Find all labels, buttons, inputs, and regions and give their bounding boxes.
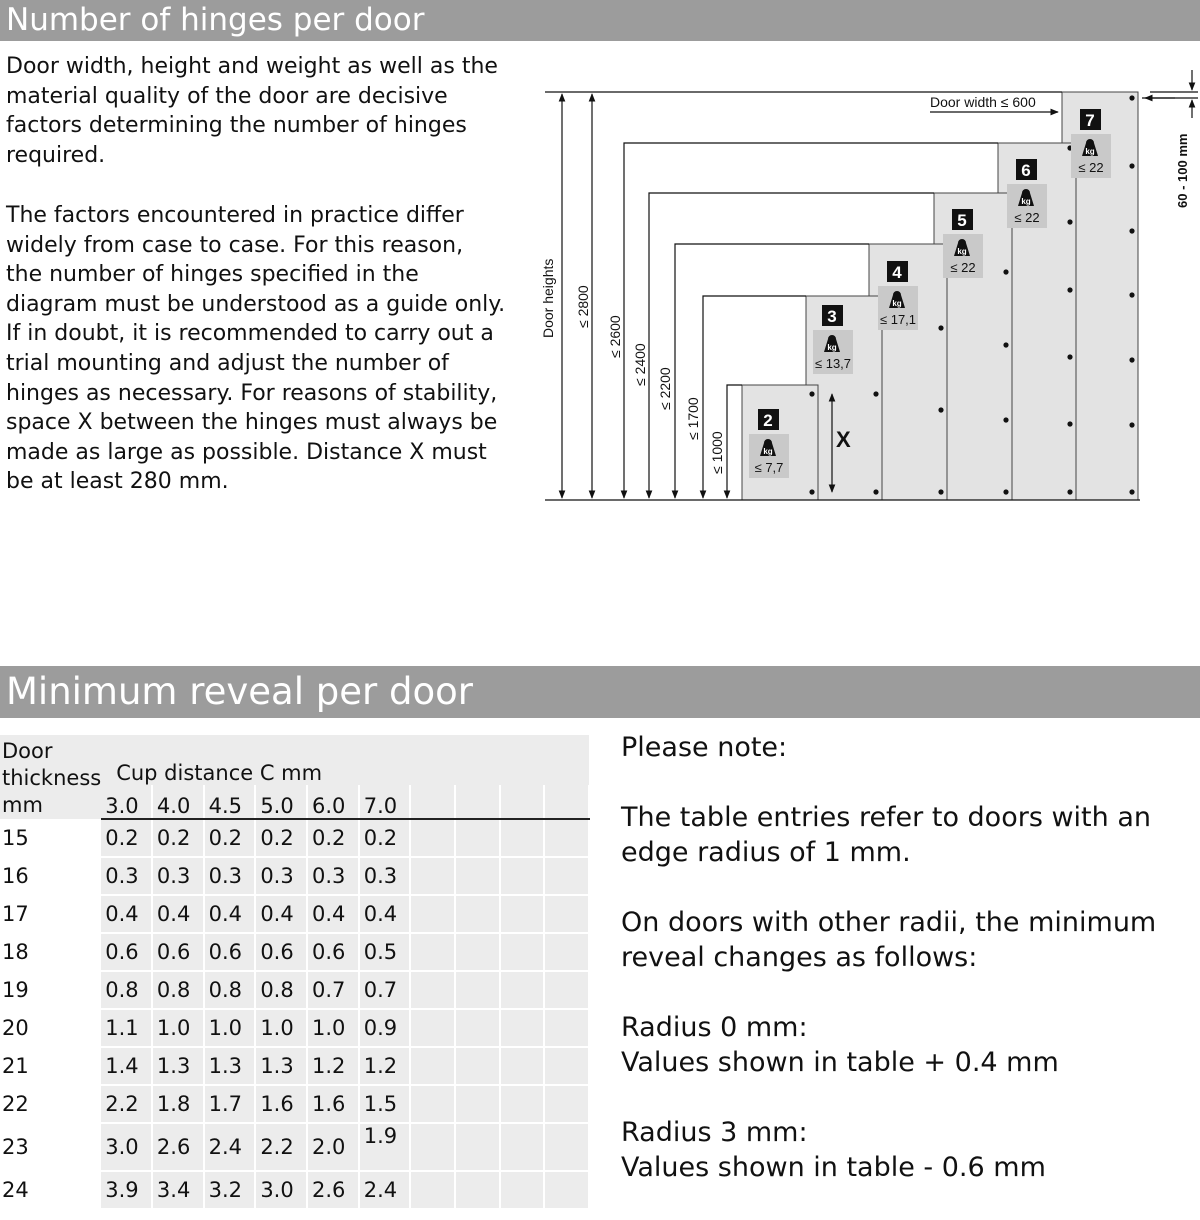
reveal-value-cell: 0.8 <box>255 971 307 1009</box>
hinge-dot <box>1129 357 1134 362</box>
reveal-value-cell: 0.3 <box>359 857 411 895</box>
door-thickness-cell: 21 <box>0 1047 101 1085</box>
table-row <box>0 1123 589 1171</box>
empty-cell <box>410 933 455 971</box>
cup-distance-header: Cup distance C mm <box>116 761 323 785</box>
reveal-value-cell: 1.0 <box>307 1009 359 1047</box>
empty-cell <box>500 1123 545 1171</box>
reveal-value-cell: 2.4 <box>359 1171 411 1209</box>
empty-cell <box>455 1047 500 1085</box>
hinge-dot <box>1067 489 1072 494</box>
hinge-dot <box>1003 417 1008 422</box>
reveal-value-cell: 0.8 <box>204 971 256 1009</box>
hinge-dot <box>1129 95 1134 100</box>
empty-cell <box>455 857 500 895</box>
hinge-count-label: 5 <box>957 211 967 230</box>
height-label: ≤ 2400 <box>632 343 648 386</box>
door-thickness-header <box>0 735 101 819</box>
empty-cell <box>544 1009 589 1047</box>
empty-cell <box>544 971 589 1009</box>
empty-header-cell <box>410 785 455 819</box>
reveal-value-cell: 1.2 <box>307 1047 359 1085</box>
reveal-value-cell: 0.3 <box>255 857 307 895</box>
reveal-value-cell: 0.8 <box>152 971 204 1009</box>
cup-value-4: 6.0 <box>307 785 359 819</box>
notes-radius-3 <box>621 1115 1196 1185</box>
hinge-dot <box>1067 421 1072 426</box>
hinge-dot <box>1129 163 1134 168</box>
hinge-dot <box>1003 342 1008 347</box>
x-label: X <box>836 427 851 452</box>
weight-label: ≤ 7,7 <box>754 460 784 475</box>
hinge-dot <box>938 325 943 330</box>
reveal-value-cell: 0.6 <box>255 933 307 971</box>
reveal-value-cell: 2.0 <box>307 1123 359 1171</box>
hinge-dot <box>873 489 878 494</box>
empty-cell <box>544 933 589 971</box>
empty-header-cell <box>544 785 589 819</box>
weight-icon-label: kg <box>1021 197 1031 206</box>
hinge-count-label: 3 <box>827 307 837 326</box>
empty-cell <box>500 819 545 857</box>
door-thickness-cell: 23 <box>0 1123 101 1171</box>
door-thickness-cell: 18 <box>0 933 101 971</box>
empty-cell <box>500 857 545 895</box>
empty-cell <box>455 1009 500 1047</box>
reveal-value-cell: 0.4 <box>204 895 256 933</box>
cup-value-3: 5.0 <box>255 785 307 819</box>
empty-cell <box>410 971 455 1009</box>
door-width-label: Door width ≤ 600 <box>930 94 1036 110</box>
height-label: ≤ 2600 <box>607 315 623 358</box>
hinge-dot <box>873 391 878 396</box>
table-row <box>0 1171 589 1209</box>
weight-label: ≤ 13,7 <box>814 356 852 371</box>
reveal-value-cell: 3.9 <box>101 1171 152 1209</box>
reveal-value-cell: 0.2 <box>359 819 411 857</box>
empty-cell <box>500 895 545 933</box>
table-row <box>0 933 589 971</box>
reveal-value-cell: 1.5 <box>359 1085 411 1123</box>
hinge-dot <box>938 489 943 494</box>
reveal-value-cell: 1.1 <box>101 1009 152 1047</box>
reveal-value-cell: 0.3 <box>101 857 152 895</box>
weight-icon-label: kg <box>1085 147 1095 156</box>
cup-value-1: 4.0 <box>152 785 204 819</box>
hinge-dot <box>809 489 814 494</box>
hinge-count-label: 6 <box>1021 161 1031 180</box>
empty-cell <box>500 1085 545 1123</box>
hinge-dot <box>1129 422 1134 427</box>
empty-cell <box>500 1047 545 1085</box>
empty-cell <box>410 1047 455 1085</box>
door-thickness-cell: 20 <box>0 1009 101 1047</box>
weight-label: ≤ 17,1 <box>879 312 917 327</box>
cup-value-2: 4.5 <box>204 785 256 819</box>
empty-cell <box>410 1009 455 1047</box>
empty-cell <box>410 1085 455 1123</box>
reveal-value-cell: 2.6 <box>307 1171 359 1209</box>
reveal-value-cell: 0.4 <box>307 895 359 933</box>
reveal-value-cell: 0.2 <box>255 819 307 857</box>
table-row <box>0 1047 589 1085</box>
height-label: ≤ 1700 <box>685 397 701 440</box>
radius-0-title: Radius 0 mm: <box>621 1012 808 1043</box>
door-thickness-cell: 19 <box>0 971 101 1009</box>
door-thickness-cell: 22 <box>0 1085 101 1123</box>
empty-cell <box>500 971 545 1009</box>
reveal-value-cell: 3.2 <box>204 1171 256 1209</box>
empty-cell <box>455 1085 500 1123</box>
empty-cell <box>410 857 455 895</box>
reveal-value-cell: 1.6 <box>255 1085 307 1123</box>
reveal-value-cell: 0.6 <box>204 933 256 971</box>
reveal-value-cell: 0.8 <box>101 971 152 1009</box>
reveal-value-cell: 0.6 <box>152 933 204 971</box>
empty-cell <box>544 857 589 895</box>
empty-cell <box>544 1047 589 1085</box>
hinge-dot <box>1067 287 1072 292</box>
cup-value-5: 7.0 <box>359 785 411 819</box>
reveal-value-cell: 0.4 <box>359 895 411 933</box>
table-row <box>0 857 589 895</box>
radius-0-text: Values shown in table + 0.4 mm <box>621 1047 1059 1078</box>
radius-3-title: Radius 3 mm: <box>621 1117 808 1148</box>
table-row <box>0 1085 589 1123</box>
empty-cell <box>544 1085 589 1123</box>
radius-3-text: Values shown in table - 0.6 mm <box>621 1152 1046 1183</box>
reveal-value-cell: 0.3 <box>152 857 204 895</box>
empty-cell <box>455 895 500 933</box>
reveal-value-cell: 3.0 <box>255 1171 307 1209</box>
empty-cell <box>455 971 500 1009</box>
empty-header-cell <box>455 785 500 819</box>
hinge-dot <box>1067 219 1072 224</box>
hinge-dot <box>1129 292 1134 297</box>
reveal-value-cell: 2.6 <box>152 1123 204 1171</box>
reveal-value-cell: 0.7 <box>307 971 359 1009</box>
empty-cell <box>455 1171 500 1209</box>
empty-cell <box>455 819 500 857</box>
empty-cell <box>455 933 500 971</box>
door-thickness-cell: 24 <box>0 1171 101 1209</box>
reveal-value-cell: 0.2 <box>101 819 152 857</box>
hinge-count-label: 2 <box>763 411 773 430</box>
notes-radius-0 <box>621 1010 1196 1080</box>
reveal-value-cell: 1.9 <box>359 1123 411 1171</box>
weight-label: ≤ 22 <box>1014 210 1040 225</box>
empty-cell <box>410 1123 455 1171</box>
reveal-value-cell: 0.2 <box>204 819 256 857</box>
empty-cell <box>544 895 589 933</box>
reveal-value-cell: 2.2 <box>101 1085 152 1123</box>
door-thickness-line3: mm <box>2 793 43 817</box>
reveal-value-cell: 0.9 <box>359 1009 411 1047</box>
minimum-reveal-table <box>0 735 590 1200</box>
reveal-value-cell: 1.0 <box>255 1009 307 1047</box>
reveal-value-cell: 2.2 <box>255 1123 307 1171</box>
intro-paragraph-2: The factors encountered in practice differ widely from case to case. For this reason, the number of hinges specified in the diagram must be understood as a guide only. If in doubt, it is recommended to carry out a trial mounting and adjust the number of hinges as necessary. For reasons of stability, space X between the hinges must always be made as large as possible. Distance X must be at least 280 mm. <box>6 203 506 495</box>
notes-heading: Please note: <box>621 732 788 763</box>
height-label: ≤ 2200 <box>657 367 673 410</box>
empty-cell <box>500 933 545 971</box>
table-row <box>0 819 589 857</box>
reveal-value-cell: 1.0 <box>204 1009 256 1047</box>
reveal-value-cell: 1.3 <box>204 1047 256 1085</box>
door-thickness-line1: Door <box>2 739 53 763</box>
reveal-value-cell: 0.6 <box>101 933 152 971</box>
reveal-value-cell: 1.4 <box>101 1047 152 1085</box>
reveal-value-cell: 0.3 <box>204 857 256 895</box>
empty-cell <box>544 819 589 857</box>
weight-icon-label: kg <box>763 447 773 456</box>
table-row <box>0 895 589 933</box>
empty-cell <box>410 819 455 857</box>
weight-icon-label: kg <box>957 247 967 256</box>
height-label: ≤ 1000 <box>709 431 725 474</box>
hinge-dot <box>1067 354 1072 359</box>
reveal-value-cell: 0.4 <box>255 895 307 933</box>
reveal-value-cell: 1.2 <box>359 1047 411 1085</box>
hinge-count-label: 4 <box>892 263 902 282</box>
intro-paragraph-1: Door width, height and weight as well as the material quality of the door are decisive factors determining the number of hinges required. <box>6 54 498 168</box>
hinge-dot <box>1003 269 1008 274</box>
hinge-count-label: 7 <box>1085 111 1095 130</box>
height-arrow-1000 <box>727 385 742 498</box>
table-row <box>0 1009 589 1047</box>
hinge-dot <box>1003 489 1008 494</box>
weight-icon-label: kg <box>892 299 902 308</box>
reveal-value-cell: 3.0 <box>101 1123 152 1171</box>
hinge-dot <box>1129 228 1134 233</box>
reveal-value-cell: 0.6 <box>307 933 359 971</box>
reveal-value-cell: 0.3 <box>307 857 359 895</box>
notes-panel <box>621 730 1196 1220</box>
empty-cell <box>500 1009 545 1047</box>
empty-cell <box>455 1123 500 1171</box>
empty-cell <box>500 1171 545 1209</box>
hinge-dot <box>938 407 943 412</box>
hinge-dot <box>1129 489 1134 494</box>
door-heights-label: Door heights <box>540 258 556 338</box>
spacing-label: 60 - 100 mm <box>1175 133 1190 208</box>
weight-icon-label: kg <box>827 343 837 352</box>
empty-header-cell <box>500 785 545 819</box>
reveal-value-cell: 0.5 <box>359 933 411 971</box>
empty-cell <box>410 895 455 933</box>
hinge-diagram <box>530 60 1200 505</box>
reveal-value-cell: 1.7 <box>204 1085 256 1123</box>
reveal-value-cell: 1.8 <box>152 1085 204 1123</box>
empty-cell <box>544 1123 589 1171</box>
cup-value-0: 3.0 <box>101 785 152 819</box>
door-thickness-cell: 16 <box>0 857 101 895</box>
door-thickness-cell: 17 <box>0 895 101 933</box>
section-title-hinges: Number of hinges per door <box>0 0 1200 41</box>
weight-label: ≤ 22 <box>950 260 976 275</box>
reveal-value-cell: 0.2 <box>152 819 204 857</box>
table-row <box>0 971 589 1009</box>
hinge-dot <box>809 391 814 396</box>
reveal-value-cell: 0.4 <box>152 895 204 933</box>
reveal-value-cell: 1.6 <box>307 1085 359 1123</box>
weight-label: ≤ 22 <box>1078 160 1104 175</box>
reveal-value-cell: 1.3 <box>255 1047 307 1085</box>
height-label: ≤ 2800 <box>575 285 591 328</box>
table-header-row <box>0 735 589 785</box>
reveal-value-cell: 1.3 <box>152 1047 204 1085</box>
empty-cell <box>410 1171 455 1209</box>
reveal-value-cell: 3.4 <box>152 1171 204 1209</box>
notes-other-radii: On doors with other radii, the minimum reveal changes as follows: <box>621 907 1157 973</box>
reveal-value-cell: 0.2 <box>307 819 359 857</box>
door-thickness-cell: 15 <box>0 819 101 857</box>
empty-cell <box>544 1171 589 1209</box>
door-thickness-line2: thickness <box>2 766 102 790</box>
reveal-value-cell: 2.4 <box>204 1123 256 1171</box>
reveal-value-cell: 0.4 <box>101 895 152 933</box>
section-title-reveal: Minimum reveal per door <box>0 666 1200 718</box>
reveal-value-cell: 1.0 <box>152 1009 204 1047</box>
notes-edge-radius: The table entries refer to doors with an edge radius of 1 mm. <box>621 802 1151 868</box>
reveal-value-cell: 0.7 <box>359 971 411 1009</box>
